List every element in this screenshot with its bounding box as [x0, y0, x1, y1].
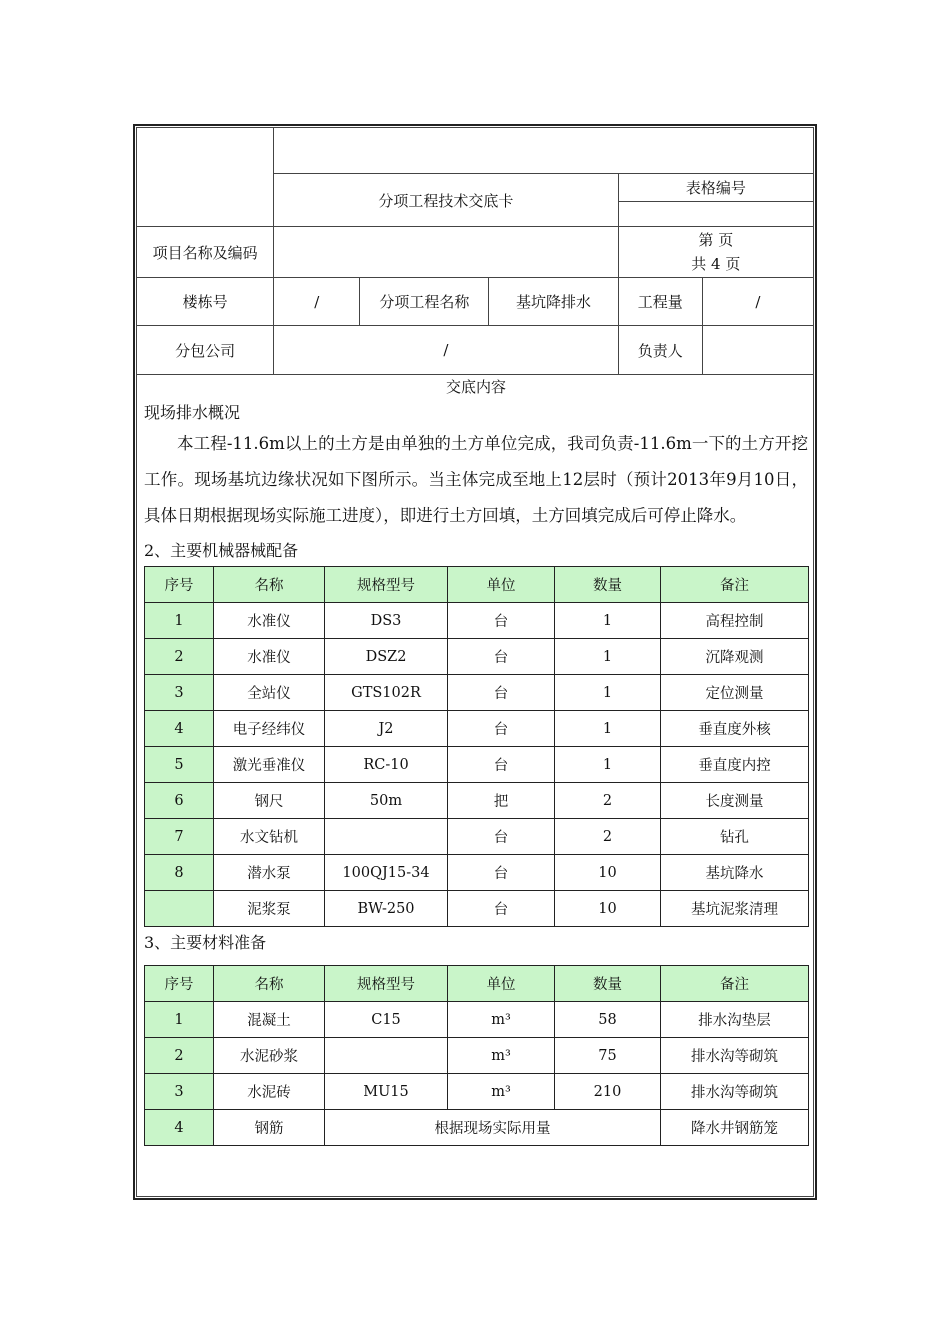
column-header: 名称	[214, 567, 325, 603]
column-header: 数量	[555, 567, 661, 603]
table-cell: C15	[325, 1002, 448, 1038]
column-header: 备注	[661, 966, 809, 1002]
table-cell: 长度测量	[661, 783, 809, 819]
column-header: 规格型号	[325, 567, 448, 603]
table-cell: 把	[448, 783, 555, 819]
table-cell: 1	[555, 603, 661, 639]
table-row	[145, 819, 809, 855]
table-cell: RC-10	[325, 747, 448, 783]
table-cell: 75	[555, 1038, 661, 1074]
table-cell: 水准仪	[214, 639, 325, 675]
table-row	[145, 747, 809, 783]
table-cell: 排水沟等砌筑	[661, 1038, 809, 1074]
column-header: 单位	[448, 567, 555, 603]
table-cell: 3	[145, 1074, 214, 1110]
table-cell	[145, 891, 214, 927]
table-cell: 钢筋	[214, 1110, 325, 1146]
table-cell: 3	[145, 675, 214, 711]
table-cell: 100QJ15-34	[325, 855, 448, 891]
table-cell: 10	[555, 855, 661, 891]
table-cell: 水准仪	[214, 603, 325, 639]
table-cell: 4	[145, 711, 214, 747]
table-cell: 台	[448, 855, 555, 891]
table-cell: 2	[555, 783, 661, 819]
owner-value[interactable]	[702, 326, 813, 375]
table-cell: 210	[555, 1074, 661, 1110]
column-header: 备注	[661, 567, 809, 603]
table-row	[145, 783, 809, 819]
table-cell: m³	[448, 1038, 555, 1074]
table-cell	[325, 819, 448, 855]
table-cell: 水泥砂浆	[214, 1038, 325, 1074]
table-row	[145, 603, 809, 639]
table-cell: 根据现场实际用量	[325, 1110, 661, 1146]
table-cell: 1	[555, 747, 661, 783]
page-cell	[618, 227, 813, 278]
table-cell	[325, 1038, 448, 1074]
table-cell: 垂直度外核	[661, 711, 809, 747]
table-cell: DS3	[325, 603, 448, 639]
table-cell: J2	[325, 711, 448, 747]
table-cell: MU15	[325, 1074, 448, 1110]
table-row	[145, 639, 809, 675]
table-cell: 降水井钢筋笼	[661, 1110, 809, 1146]
table-cell: 1	[145, 603, 214, 639]
total-pages: 共 4 页	[691, 255, 741, 273]
equipment-table	[144, 566, 809, 927]
table-cell: 台	[448, 819, 555, 855]
form-no-label: 表格编号	[618, 174, 813, 202]
logo-cell	[137, 128, 274, 227]
table-cell: 排水沟垫层	[661, 1002, 809, 1038]
table-cell: 排水沟等砌筑	[661, 1074, 809, 1110]
table-cell: 10	[555, 891, 661, 927]
form-title: 分项工程技术交底卡	[274, 174, 618, 227]
table-cell: 2	[555, 819, 661, 855]
table-cell: 电子经纬仪	[214, 711, 325, 747]
table-cell: 潜水泵	[214, 855, 325, 891]
table-row	[145, 711, 809, 747]
table-row	[145, 891, 809, 927]
table-cell: 钻孔	[661, 819, 809, 855]
table-cell: 8	[145, 855, 214, 891]
table-header-row	[145, 966, 809, 1002]
table-cell: 台	[448, 603, 555, 639]
section-title-3: 3、主要材料准备	[144, 933, 267, 952]
table-cell: 台	[448, 675, 555, 711]
table-cell: 1	[555, 711, 661, 747]
table-cell: 基坑泥浆清理	[661, 891, 809, 927]
table-cell: 沉降观测	[661, 639, 809, 675]
table-cell: BW-250	[325, 891, 448, 927]
page-number: 第 页	[698, 231, 734, 249]
column-header: 名称	[214, 966, 325, 1002]
owner-label: 负责人	[618, 326, 702, 375]
table-cell: 激光垂准仪	[214, 747, 325, 783]
top-blank-cell	[274, 128, 814, 174]
table-cell: GTS102R	[325, 675, 448, 711]
sub-label: 分项工程名称	[360, 278, 489, 326]
table-cell: 4	[145, 1110, 214, 1146]
table-cell: 垂直度内控	[661, 747, 809, 783]
table-cell: DSZ2	[325, 639, 448, 675]
qty-value: /	[702, 278, 813, 326]
table-cell: 2	[145, 1038, 214, 1074]
table-cell: 水泥砖	[214, 1074, 325, 1110]
header-table	[136, 127, 814, 375]
content-title: 交底内容	[445, 378, 506, 396]
column-header: 单位	[448, 966, 555, 1002]
column-header: 规格型号	[325, 966, 448, 1002]
table-row	[145, 1110, 809, 1146]
table-cell: 混凝土	[214, 1002, 325, 1038]
table-cell: 基坑降水	[661, 855, 809, 891]
table-cell: 50m	[325, 783, 448, 819]
table-cell: 水文钻机	[214, 819, 325, 855]
table-cell: 全站仪	[214, 675, 325, 711]
table-cell: 6	[145, 783, 214, 819]
table-cell: 泥浆泵	[214, 891, 325, 927]
qty-label: 工程量	[618, 278, 702, 326]
materials-table	[144, 965, 809, 1146]
table-cell: 台	[448, 747, 555, 783]
content-area	[144, 374, 808, 1146]
table-cell: 2	[145, 639, 214, 675]
table-cell: 高程控制	[661, 603, 809, 639]
table-cell: 1	[145, 1002, 214, 1038]
table-row	[145, 1038, 809, 1074]
table-row	[145, 675, 809, 711]
column-header: 序号	[145, 567, 214, 603]
section-title-2: 2、主要机械器械配备	[144, 541, 299, 560]
column-header: 序号	[145, 966, 214, 1002]
column-header: 数量	[555, 966, 661, 1002]
table-cell: 5	[145, 747, 214, 783]
table-cell: 58	[555, 1002, 661, 1038]
building-label: 楼栋号	[137, 278, 274, 326]
table-row	[145, 855, 809, 891]
section-title-1: 现场排水概况	[144, 403, 241, 422]
table-cell: 台	[448, 639, 555, 675]
table-cell: 台	[448, 891, 555, 927]
table-cell: 台	[448, 711, 555, 747]
project-value[interactable]	[274, 227, 618, 278]
table-cell: m³	[448, 1074, 555, 1110]
table-cell: 钢尺	[214, 783, 325, 819]
building-value: /	[274, 278, 360, 326]
table-header-row	[145, 567, 809, 603]
table-cell: 1	[555, 675, 661, 711]
project-label: 项目名称及编码	[137, 227, 274, 278]
table-cell: 7	[145, 819, 214, 855]
overview-paragraph: 本工程-11.6m以上的土方是由单独的土方单位完成，我司负责-11.6m一下的土方开挖工作。现场基坑边缘状况如下图所示。当主体完成至地上12层时（预计2013年9月10日，具体日期根据现场实际施工进度），即进行土方回填，土方回填完成后可停止降水。	[144, 434, 808, 525]
table-cell: 1	[555, 639, 661, 675]
table-cell: 定位测量	[661, 675, 809, 711]
company-value: /	[274, 326, 618, 375]
form-no-value[interactable]	[618, 202, 813, 227]
sub-value: 基坑降排水	[489, 278, 618, 326]
table-row	[145, 1074, 809, 1110]
table-cell: m³	[448, 1002, 555, 1038]
company-label: 分包公司	[137, 326, 274, 375]
table-row	[145, 1002, 809, 1038]
